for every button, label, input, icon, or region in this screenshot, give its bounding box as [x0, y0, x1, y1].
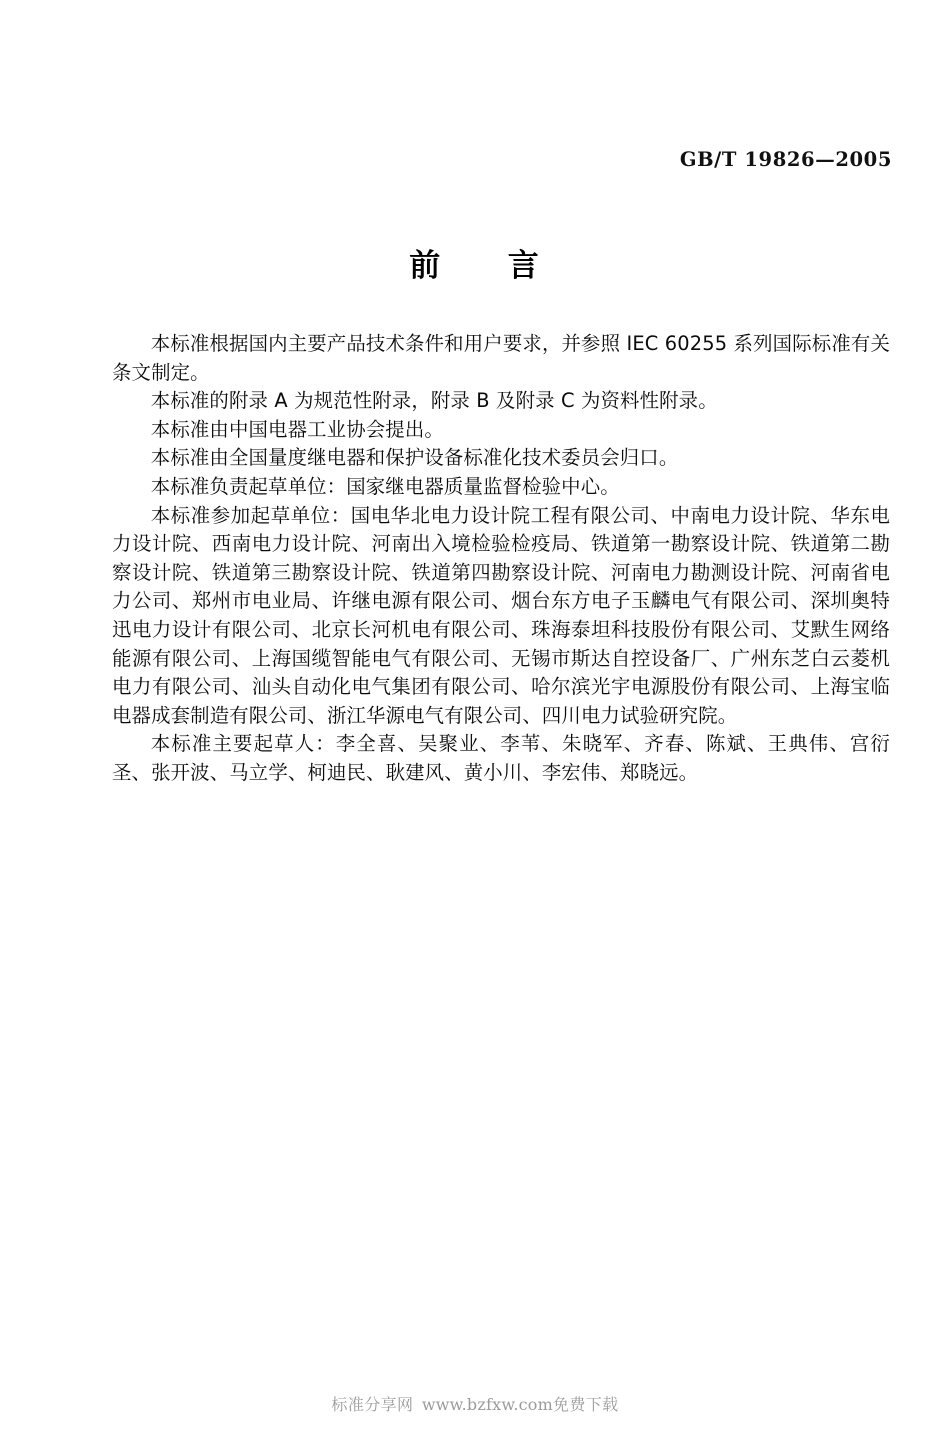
- footer-suffix: 免费下载: [552, 1395, 619, 1414]
- running-header-standard-number: GB/T 19826—2005: [679, 148, 892, 171]
- foreword-paragraph-participating-drafters: 本标准参加起草单位：国电华北电力设计院工程有限公司、中南电力设计院、华东电力设计院、西南电力设计院、河南出入境检验检疫局、铁道第一勘察设计院、铁道第二勘察设计院、铁道第三勘察设计院、铁道第四勘察设计院、河南电力勘测设计院、河南省电力公司、郑州市电业局、许继电源有限公司、烟台东方电子玉麟电气有限公司、深圳奥特迅电力设计有限公司、北京长河机电有限公司、珠海泰坦科技股份有限公司、艾默生网络能源有限公司、上海国缆智能电气有限公司、无锡市斯达自控设备厂、广州东芝白云菱机电力有限公司、汕头自动化电气集团有限公司、哈尔滨光宇电源股份有限公司、上海宝临电器成套制造有限公司、浙江华源电气有限公司、四川电力试验研究院。: [112, 503, 890, 727]
- foreword-paragraph: 本标准负责起草单位：国家继电器质量监督检验中心。: [150, 474, 620, 498]
- page-title-left-char: 前: [409, 248, 443, 284]
- foreword-paragraph: 本标准由中国电器工业协会提出。: [150, 417, 444, 441]
- foreword-body: [112, 330, 890, 788]
- page-title-right-char: 言: [507, 248, 541, 284]
- footer-url: www.bzfxw.com: [421, 1395, 553, 1414]
- foreword-paragraph: 本标准的附录 A 为规范性附录，附录 B 及附录 C 为资料性附录。: [150, 389, 718, 413]
- footer-watermark: [0, 1392, 950, 1415]
- page-title: [0, 240, 950, 285]
- footer-site-name: 标准分享网: [331, 1395, 422, 1414]
- foreword-paragraph-main-drafters: 本标准主要起草人：李全喜、吴聚业、李苇、朱晓军、齐春、陈斌、王典伟、宫衍圣、张开波、马立学、柯迪民、耿建风、黄小川、李宏伟、郑晓远。: [112, 732, 890, 784]
- foreword-paragraph: 本标准根据国内主要产品技术条件和用户要求，并参照 IEC 60255 系列国际标准有关条文制定。: [112, 332, 890, 384]
- foreword-paragraph: 本标准由全国量度继电器和保护设备标准化技术委员会归口。: [150, 446, 679, 470]
